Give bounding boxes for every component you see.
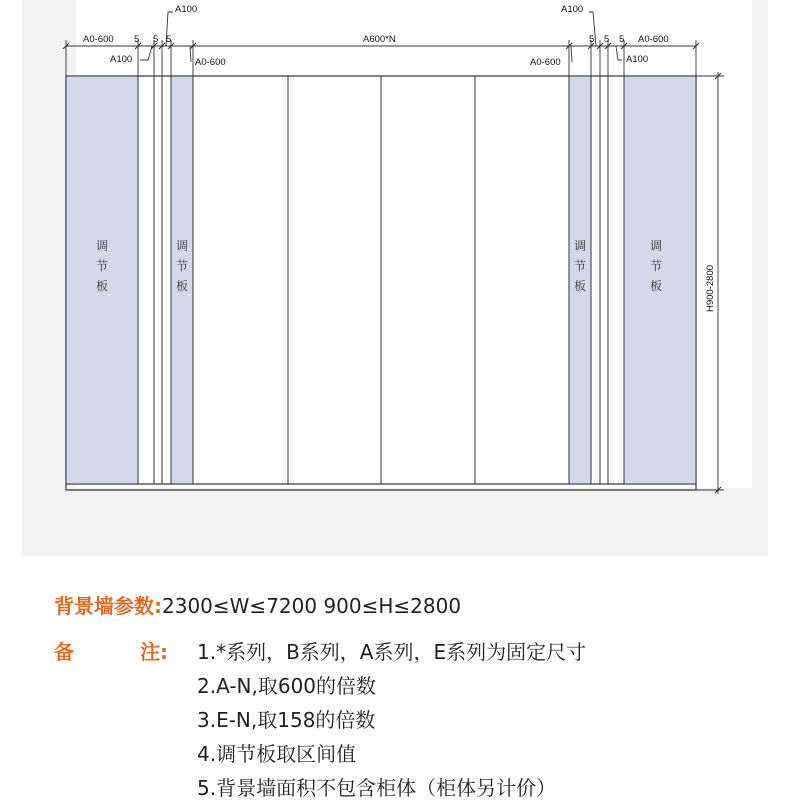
panel-label-char: 调 xyxy=(95,239,109,253)
dim-label: A0-600 xyxy=(83,34,114,45)
dim-label: 5 xyxy=(619,34,625,45)
note-item: 5.背景墙面积不包含柜体（柜体另计价） xyxy=(197,776,557,800)
panel-label-char: 板 xyxy=(175,279,189,293)
dim-label: 5 xyxy=(134,34,140,45)
panel-label-char: 节 xyxy=(649,259,663,273)
notes-label-row xyxy=(54,636,168,665)
dim-label: A0-600 xyxy=(638,34,669,45)
dim-label: A100 xyxy=(110,54,133,65)
note-item: 4.调节板取区间值 xyxy=(197,742,357,766)
notes-label-a: 备 xyxy=(54,640,74,664)
dim-label: A100 xyxy=(561,4,584,15)
dim-label: 5 xyxy=(153,34,159,45)
note-item: 1.*系列，B系列，A系列，E系列为固定尺寸 xyxy=(197,640,587,664)
dim-label: 5 xyxy=(604,34,610,45)
wall-params-value: 2300≤W≤7200 900≤H≤2800 xyxy=(162,594,462,618)
dim-label: 5 xyxy=(589,34,595,45)
wall-params-label: 背景墙参数: xyxy=(54,594,162,618)
panel-label-char: 调 xyxy=(649,239,663,253)
dim-label: A0-600 xyxy=(530,57,561,68)
panel-label-char: 板 xyxy=(573,279,587,293)
panel-label-char: 板 xyxy=(649,279,663,293)
notes-label-b: 注: xyxy=(140,640,168,664)
height-dim-label: H900-2800 xyxy=(705,264,716,312)
dim-label: 5 xyxy=(166,34,172,45)
panel-label-char: 节 xyxy=(175,259,189,273)
panel-label-char: 板 xyxy=(95,279,109,293)
dim-label: A100 xyxy=(175,4,198,15)
dim-label: A100 xyxy=(626,54,649,65)
dim-label: A600*N xyxy=(363,34,396,45)
wall-params-row xyxy=(54,590,461,619)
panel-label-char: 调 xyxy=(573,239,587,253)
panel-label-char: 节 xyxy=(95,259,109,273)
panel-label-char: 调 xyxy=(175,239,189,253)
note-item: 2.A-N,取600的倍数 xyxy=(197,674,377,698)
panel-label-char: 节 xyxy=(573,259,587,273)
dim-label: A0-600 xyxy=(195,57,226,68)
note-item: 3.E-N,取158的倍数 xyxy=(197,708,376,732)
